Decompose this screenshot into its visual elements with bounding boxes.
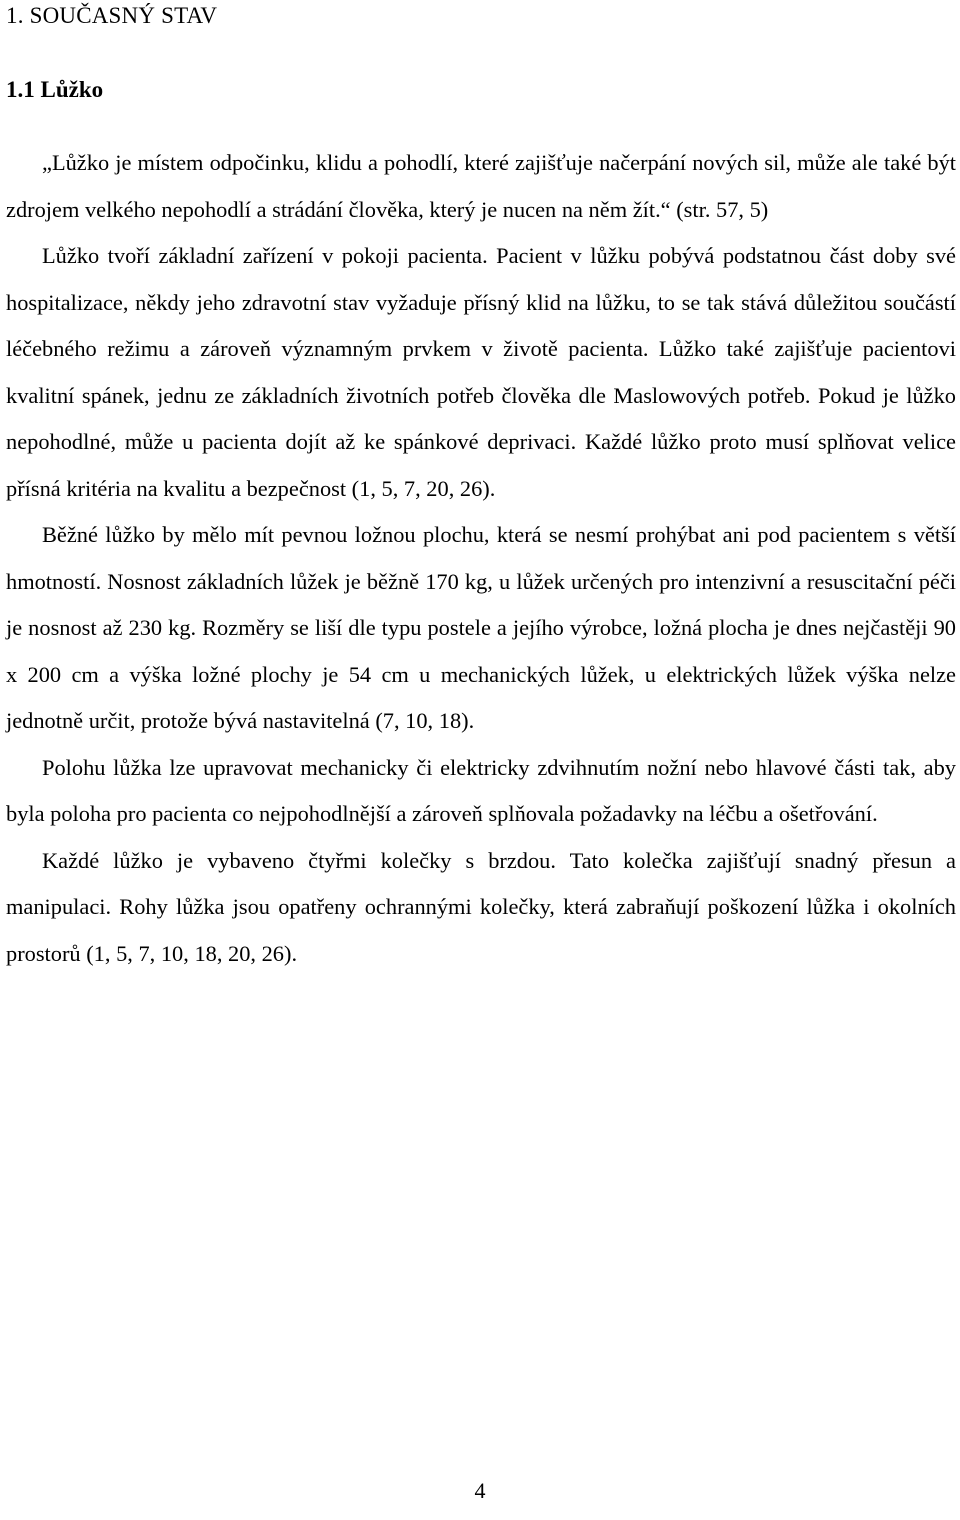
chapter-heading: 1. SOUČASNÝ STAV — [6, 3, 218, 28]
paragraph-quote: „Lůžko je místem odpočinku, klidu a pohodlí, které zajišťuje načerpání nových sil, může ale také být zdrojem velkého nepohodlí a strádání člověka, který je nucen na něm žít.“ (str. 57, 5) — [6, 150, 956, 222]
paragraph-bed-dimensions: Běžné lůžko by mělo mít pevnou ložnou plochu, která se nesmí prohýbat ani pod pacientem s větší hmotností. Nosnost základních lůžek je běžně 170 kg, u lůžek určených pro intenzivní a resuscitační péči je nosnost až 230 kg. Rozměry se liší dle typu postele a jejího výrobce, ložná plocha je dnes nejčastěji 90 x 200 cm a výška ložné plochy je 54 cm u mechanických lůžek, u elektrických lůžek výška nelze jednotně určit, protože bývá nastavitelná (7, 10, 18). — [6, 522, 956, 733]
paragraph-bed-positioning: Polohu lůžka lze upravovat mechanicky či elektricky zdvihnutím nožní nebo hlavové části tak, aby byla poloha pro pacienta co nejpohodlnější a zároveň splňovala požadavky na léčbu a ošetřování. — [6, 754, 956, 826]
paragraph-bed-wheels: Každé lůžko je vybaveno čtyřmi kolečky s brzdou. Tato kolečka zajišťují snadný přesun a manipulaci. Rohy lůžka jsou opatřeny ochrannými kolečky, která zabraňují poškození lůžka i okolních prostorů (1, 5, 7, 10, 18, 20, 26). — [6, 847, 956, 966]
section-heading: 1.1 Lůžko — [6, 77, 104, 102]
paragraph-bed-basics: Lůžko tvoří základní zařízení v pokoji pacienta. Pacient v lůžku pobývá podstatnou část doby své hospitalizace, někdy jeho zdravotní stav vyžaduje přísný klid na lůžku, to se tak stává důležitou součástí léčebného režimu a zároveň významným prvkem v životě pacienta. Lůžko také zajišťuje pacientovi kvalitní spánek, jednu ze základních životních potřeb člověka dle Maslowových potřeb. Pokud je lůžko nepohodlné, může u pacienta dojít až ke spánkové deprivaci. Každé lůžko proto musí splňovat velice přísná kritéria na kvalitu a bezpečnost (1, 5, 7, 20, 26). — [6, 243, 956, 501]
body-text — [6, 140, 956, 977]
page-number: 4 — [474, 1478, 486, 1503]
